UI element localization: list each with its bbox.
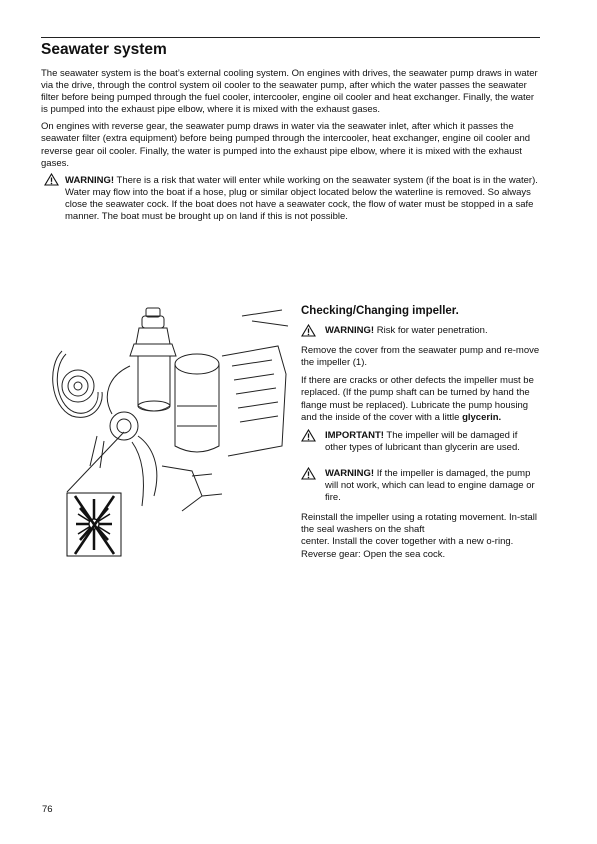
warning-label: WARNING! bbox=[325, 325, 375, 337]
warning-text: There is a risk that water will enter while working on the seawater system (if the boat is in the water). Water may flow into the boat if a hose, plug or similar object located below the waterline is removed. So always close the seawater cock. If the boat does not have a seawater cock, the flow of water must be stopped in a safe manner. The boat must be brought up on land if this is not possible. bbox=[65, 174, 538, 223]
warning-icon bbox=[301, 429, 316, 442]
warning-icon bbox=[44, 173, 59, 186]
warning-label: WARNING! bbox=[65, 174, 115, 186]
engine-illustration bbox=[42, 296, 292, 566]
intro-warning bbox=[41, 175, 542, 223]
remove-cover-text: Remove the cover from the seawater pump and re-move the impeller (1). bbox=[301, 345, 540, 369]
warning-icon bbox=[301, 467, 316, 480]
page-title: Seawater system bbox=[41, 41, 167, 58]
header-rule bbox=[41, 37, 540, 38]
warning-icon bbox=[301, 324, 316, 337]
important-note bbox=[301, 430, 541, 454]
reinstall-text-line2: center. Install the cover together with a new o-ring. Reverse gear: Open the sea cock. bbox=[301, 536, 514, 560]
reinstall-text bbox=[301, 512, 541, 560]
warning-text: If the impeller is damaged, the pump will not work, which can lead to engine damage or fire. bbox=[325, 467, 535, 504]
warning-damage bbox=[301, 468, 541, 504]
intro-section bbox=[41, 68, 542, 228]
warning-label: WARNING! bbox=[325, 467, 375, 479]
page-number: 76 bbox=[42, 804, 53, 815]
important-label: IMPORTANT! bbox=[325, 429, 384, 441]
important-text: The impeller will be damaged if other types of lubricant than glycerin are used. bbox=[325, 429, 520, 453]
warning-text: Risk for water penetration. bbox=[374, 325, 488, 337]
glycerin-term: glycerin. bbox=[462, 411, 502, 423]
impeller-section bbox=[301, 305, 541, 567]
intro-paragraph-1: The seawater system is the boat’s external cooling system. On engines with drives, the seawater pump draws in water via the drive, through the control system oil cooler to the seawater pump, after which the water passes the seawater filter before being pumped through the fuel cooler, intercooler, engine oil cooler and heat exchanger. Finally, the water is pumped into the exhaust pipe elbow, where it is mixed with the exhaust gases. bbox=[41, 68, 538, 116]
inspect-text bbox=[301, 375, 541, 423]
inspect-text-body: If there are cracks or other defects the impeller must be replaced. (If the pump shaft can be turned by hand the flange must be replaced). Lubricate the pump housing and the inside of the cover with a little bbox=[301, 375, 534, 423]
reinstall-text-line1: Reinstall the impeller using a rotating movement. In-stall the seal washers on the shaft bbox=[301, 512, 538, 536]
warning-water bbox=[301, 325, 541, 337]
intro-paragraph-2: On engines with reverse gear, the seawater pump draws in water via the seawater inlet, after which it passes the seawater filter (extra equipment) before being pumped through the intercooler, heat exchanger, engine oil cooler and reverse gear oil cooler. Finally, the water is pumped into the exhaust pipe elbow, where it is mixed with the exhaust gases. bbox=[41, 121, 531, 169]
section-heading: Checking/Changing impeller. bbox=[301, 305, 459, 317]
